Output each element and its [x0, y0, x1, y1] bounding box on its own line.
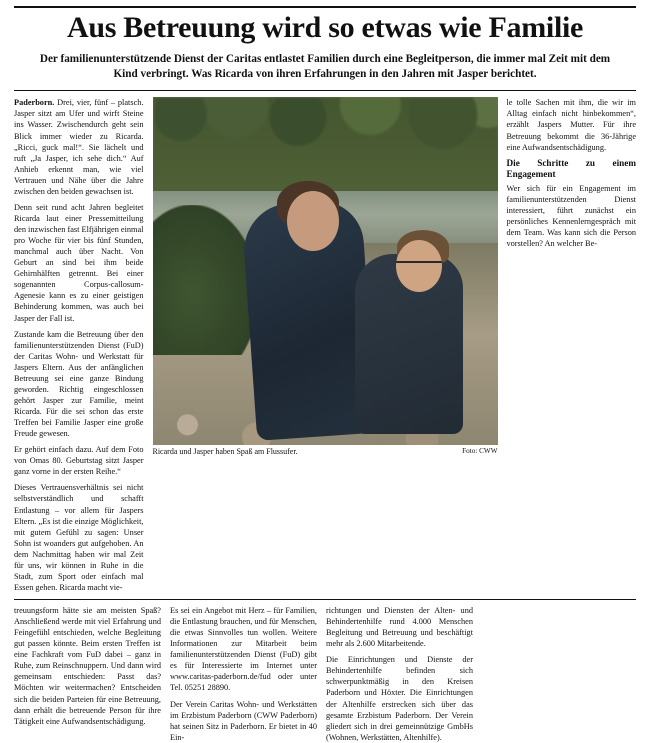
standfirst-divider	[14, 90, 636, 91]
standfirst: Der familienunterstützende Dienst der Caritas entlastet Familien durch eine Begleitperson, die immer mal Zeit mit dem Kind verbringt. Was Ricarda von ihren Erfahrungen in den Jahren mit Jasper berichtet.	[39, 52, 611, 81]
photo-boy-glasses	[396, 261, 442, 275]
article-column-3	[14, 605, 161, 727]
article-column-2	[507, 97, 637, 249]
article-top-section	[14, 97, 636, 593]
paragraph: Die Einrichtungen und Dienste der Behindertenhilfe befinden sich schwerpunktmäßig in den Kreisen Paderborn und Höxter. Die Einrichtungen der Altenhilfe erstrecken sich über das gesamte Erzbistum Paderborn. Der Verein gliedert sich in drei gemeinnützige GmbHs (Wohnen, Werkstätten, Altenhilfe).	[326, 655, 473, 742]
top-divider	[14, 6, 636, 8]
paragraph: Es sei ein Angebot mit Herz – für Familien, die Entlastung brauchen, und für Menschen, die etwas Sinnvolles tun wollen. Weitere Informationen zur Mitarbeit beim familienunterstützenden Dienst (FuD) gibt es für Interessierte im Internet unter www.caritas-paderborn.de/fud oder unter Tel. 05251 28890.	[170, 606, 317, 693]
photo-caption: Ricarda und Jasper haben Spaß am Flussufer.	[152, 447, 298, 457]
paragraph: richtungen und Diensten der Alten- und Behindertenhilfe rund 4.000 Menschen Begleitung und Betreuung und beschäftigt mehr als 2.600 Mitarbeitende.	[326, 606, 473, 649]
paragraph: Der Verein Caritas Wohn- und Werkstätten im Erzbistum Paderborn (CWW Paderborn) hat seinen Sitz in Paderborn. Er bietet in 40 Ein-	[170, 699, 317, 742]
paragraph: Denn seit rund acht Jahren begleitet Ricarda laut einer Pressemitteilung den inzwischen fast Elfjährigen einmal pro Woche für vier bis fünf Stunden, manchmal auch über Nacht. Von Geburt an sind bei ihm beide Gehirnhälften getrennt. Bei einer sogenannten Corpus-callosum-Agenesie kann es zu einer geistigen Behinderung kommen, was auch bei Jasper der Fall ist.	[14, 202, 144, 323]
page-title: Aus Betreuung wird so etwas wie Familie	[66, 11, 584, 44]
photo-credit: Foto: CWW	[462, 447, 498, 456]
photo-woman-head	[287, 191, 339, 251]
paragraph-text: Drei, vier, fünf – platsch. Jasper sitzt am Ufer und wirft Steine ins Wasser. Zwischendurch geht sein Blick immer wieder zu Ricarda. „Ricci, guck mal!“. Sie lächelt und ruft „Ja Jasper, ich sehe dich.“ Auf Anhieb erkennt man, wie viel Vertrauen und Nähe über die Jahre zwischen den beiden gewachsen ist.	[14, 98, 144, 196]
photo-shrub	[153, 205, 258, 355]
photo-caption-row	[153, 447, 498, 457]
section-subheading: Die Schritte zu einem Engagement	[506, 157, 636, 179]
article-column-5	[326, 605, 473, 743]
article-photo	[153, 97, 498, 445]
article-column-1	[14, 97, 144, 593]
article-photo-figure	[153, 97, 498, 457]
paragraph	[14, 97, 144, 197]
paragraph: Dieses Vertrauensverhältnis sei nicht selbstverständlich und schafft Entlastung – vor allem für Jaspers Eltern. „Es ist die einzige Möglichkeit, mit gutem Gefühl zu sagen: Unser Sohn ist woanders gut aufgehoben. An dem Nachmittag haben wir mal Zeit für uns, wir können in Ruhe in die Stadt, zum Sport oder einfach mal Essen gehen. Ricarda macht vie-	[14, 483, 144, 592]
paragraph: Er gehört einfach dazu. Auf dem Foto von Omas 80. Geburtstag sitzt Jasper ganz vorne in der ersten Reihe.“	[14, 445, 144, 477]
paragraph: treuungsform hätte sie am meisten Spaß? Anschließend werde mit viel Erfahrung und Feingefühl entschieden, welche Begleitung gut passen könnte. Beim ersten Treffen ist eine Fachkraft vom FuD dabei – ganz in Ruhe, zum Reinschnuppern. Und dann wird gemeinsam entschieden: Passt das? Möchten wir weitermachen? Entscheiden sich die beiden Parteien für eine Betreuung, dann erhält die betreuende Person für ihre Tätigkeit eine Aufwandsentschädigung.	[14, 606, 161, 726]
mid-divider	[14, 599, 636, 600]
paragraph: Zustande kam die Betreuung über den familienunterstützenden Dienst (FuD) der Caritas Wohn- und Werkstatt für Jaspers Eltern. Aus der anfänglichen Betreuung sei eine ganze Bindung geworden. Richtig eingeschlossen gehört Jasper zur Familie, meint Ricarda. Für die sei schon das erste Treffen bei Familie Jasper eine große Freude gewesen.	[14, 329, 144, 439]
article-bottom-section	[14, 605, 636, 743]
paragraph: le tolle Sachen mit ihm, die wir im Alltag einfach nicht hinbekommen“, erzählt Jaspers Mutter. Für ihre Betreuung bekommt die 36-Jährige eine Aufwandsentschädigung.	[506, 98, 636, 152]
paragraph: Wer sich für ein Engagement im familienunterstützenden Dienst interessiert, führt zunächst ein persönliches Kennenlerngespräch mit dem Team. Was kann sich die Person vorstellen? An welcher Be-	[506, 183, 636, 248]
dateline: Paderborn.	[14, 98, 55, 108]
article-column-4	[170, 605, 317, 743]
